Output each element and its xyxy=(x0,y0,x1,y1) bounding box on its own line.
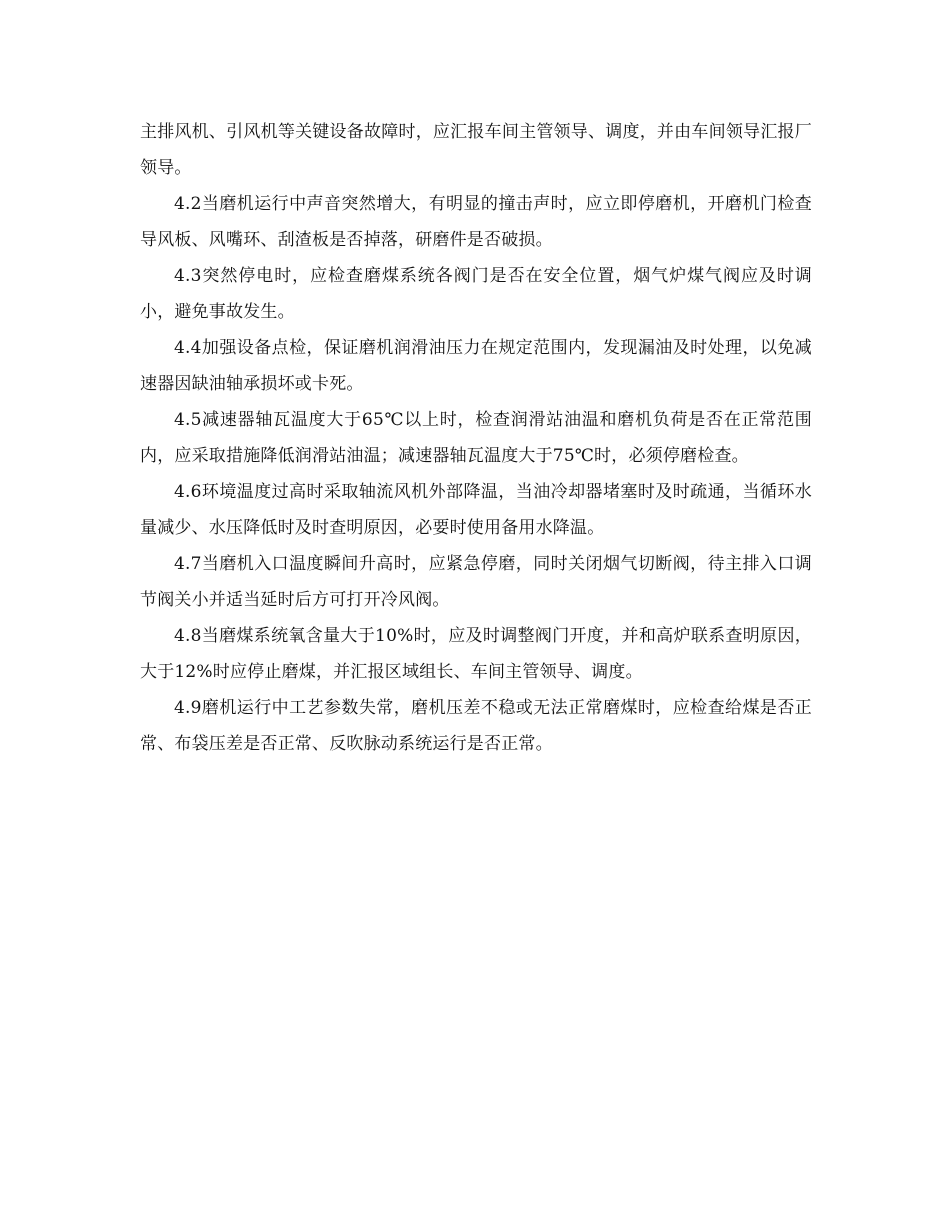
paragraph-continuation: 主排风机、引风机等关键设备故障时，应汇报车间主管领导、调度，并由车间领导汇报厂领导。 xyxy=(140,122,812,178)
paragraph-4-5: 4.5减速器轴瓦温度大于65℃以上时，检查润滑站油温和磨机负荷是否在正常范围内，应采取措施降低润滑站油温；减速器轴瓦温度大于75℃时，必须停磨检查。 xyxy=(140,410,812,466)
paragraph-4-7: 4.7当磨机入口温度瞬间升高时，应紧急停磨，同时关闭烟气切断阀，待主排入口调节阀关小并适当延时后方可打开冷风阀。 xyxy=(140,554,812,610)
paragraph-4-4: 4.4加强设备点检，保证磨机润滑油压力在规定范围内，发现漏油及时处理，以免减速器因缺油轴承损坏或卡死。 xyxy=(140,338,812,394)
paragraph-4-9: 4.9磨机运行中工艺参数失常，磨机压差不稳或无法正常磨煤时，应检查给煤是否正常、布袋压差是否正常、反吹脉动系统运行是否正常。 xyxy=(140,698,812,754)
paragraph-4-6: 4.6环境温度过高时采取轴流风机外部降温，当油冷却器堵塞时及时疏通，当循环水量减少、水压降低时及时查明原因，必要时使用备用水降温。 xyxy=(140,482,812,538)
paragraph-4-8: 4.8当磨煤系统氧含量大于10%时，应及时调整阀门开度，并和高炉联系查明原因，大于12%时应停止磨煤，并汇报区域组长、车间主管领导、调度。 xyxy=(140,626,812,682)
document-page xyxy=(140,114,812,762)
paragraph-4-3: 4.3突然停电时，应检查磨煤系统各阀门是否在安全位置，烟气炉煤气阀应及时调小，避免事故发生。 xyxy=(140,266,812,322)
paragraph-4-2: 4.2当磨机运行中声音突然增大，有明显的撞击声时，应立即停磨机，开磨机门检查导风板、风嘴环、刮渣板是否掉落，研磨件是否破损。 xyxy=(140,194,812,250)
